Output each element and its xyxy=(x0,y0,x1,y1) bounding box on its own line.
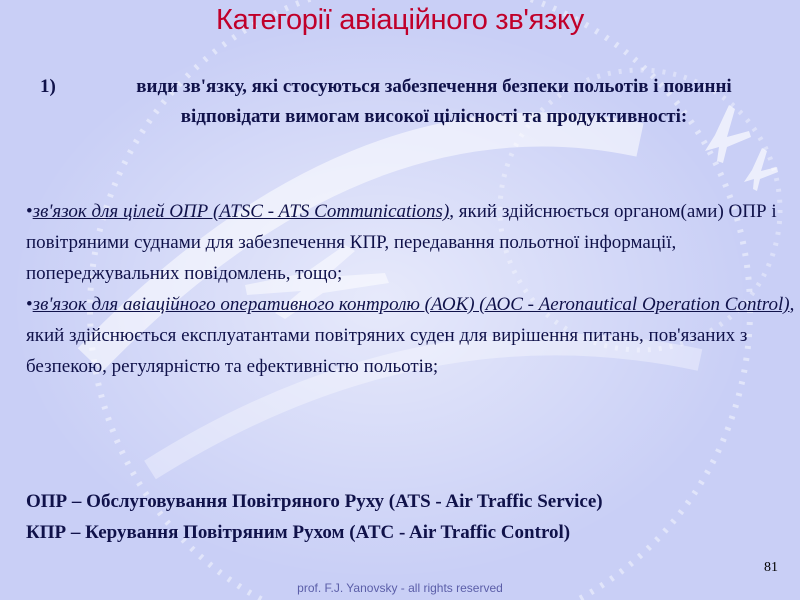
item-text: види зв'язку, які стосуються забезпечення безпеки польотів і повинні відповідати вимогам високої цілісності та продуктивності: xyxy=(136,76,732,127)
bullet-icon: • xyxy=(26,201,33,222)
item-number: 1) xyxy=(40,76,56,97)
definition-atc: КПР – Керування Повітряним Рухом (ATC - Air Traffic Control) xyxy=(26,522,571,543)
page-number: 81 xyxy=(764,560,778,575)
bullet-list xyxy=(26,196,796,382)
bullet-item-atsc xyxy=(26,196,796,289)
definition-ats: ОПР – Обслуговування Повітряного Руху (ATS - Air Traffic Service) xyxy=(26,491,603,512)
bullet-term: зв'язок для авіаційного оперативного контролю (АОК) (АОС - Aeronautical Operation Control) xyxy=(32,294,790,315)
definitions xyxy=(26,486,796,548)
bullet-icon: • xyxy=(26,294,33,315)
bullet-item-aoc xyxy=(26,289,796,382)
slide-title: Категорії авіаційного зв'язку xyxy=(216,4,584,36)
numbered-item xyxy=(40,72,780,132)
bullet-description: , який здійснюється експлуатантами повітряних суден для вирішення питань, пов'язаних з безпекою, регулярністю та ефективністю польотів; xyxy=(26,294,795,377)
bullet-term: зв'язок для цілей ОПР (ATSC - ATS Communications) xyxy=(32,201,450,222)
bullet-description: , який здійснюється органом(ами) ОПР і повітряними суднами для забезпечення КПР, передавання польотної інформації, попереджувальних повідомлень, тощо; xyxy=(26,201,777,284)
footer-copyright: prof. F.J. Yanovsky - all rights reserved xyxy=(297,581,503,595)
